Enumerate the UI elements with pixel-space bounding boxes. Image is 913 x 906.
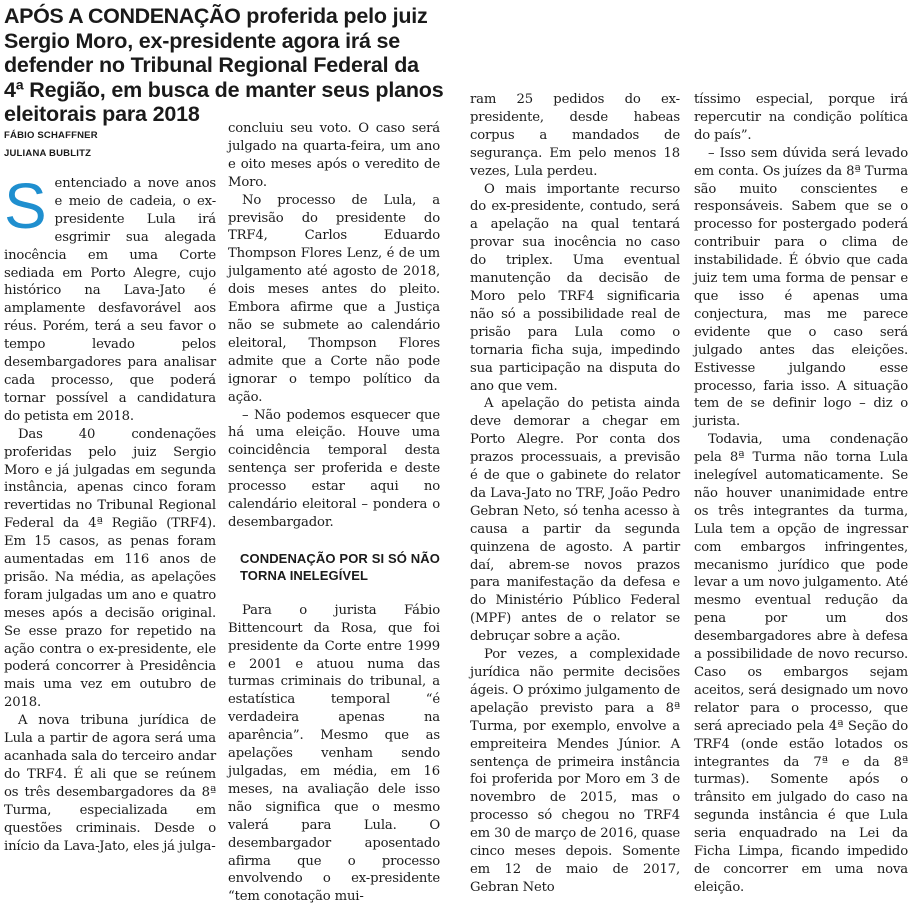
article-column-2 <box>228 120 440 906</box>
paragraph: A nova tribuna jurídica de Lula a partir de agora será uma acanhada sala do terceiro andar do TRF4. É ali que se reúnem os três desembargadores da 8ª Turma, especializada em questões criminais. Desde o início da Lava-Jato, eles já julga- <box>4 713 216 854</box>
paragraph: Todavia, uma condenação pela 8ª Turma não torna Lula inelegível automaticamente. Se não houver unanimidade entre os três integrantes da turma, Lula tem a opção de ingressar com embargos infringentes, mecanismo jurídico que pode levar a um novo julgamento. Até mesmo eventual redução da pena por um dos desembargadores abre à defesa a possibilidade de novo recurso. Caso os embargos sejam aceitos, será designado um novo relator para o processo, que será apreciado pela 4ª Seção do TRF4 (onde estão lotados os integrantes da 7ª e da 8ª turmas). Somente após o trânsito em julgado do caso na segunda instância é que Lula seria enquadrado na Lei da Ficha Limpa, ficando impedido de concorrer em uma nova eleição. <box>694 432 908 895</box>
byline-author: FÁBIO SCHAFFNER <box>4 130 98 141</box>
paragraph: No processo de Lula, a previsão do presidente do TRF4, Carlos Eduardo Thompson Flores Lenz, é de um julgamento até agosto de 2018, dois meses antes do pleito. Embora afirme que a Justiça não se submete ao calendário eleitoral, Thompson Flores admite que a Corte não pode ignorar o tempo político da ação. <box>228 192 440 405</box>
paragraph: O mais importante recurso do ex-presidente, contudo, será a apelação na qual tentará provar sua inocência no caso do triplex. Uma eventual manutenção da decisão de Moro pelo TRF4 significaria não só a possibilidade real de prisão para Lula como o tornaria ficha suja, impedindo sua participação na disputa do ano que vem. <box>470 181 680 394</box>
headline-lead: APÓS A CONDENAÇÃO <box>4 4 241 28</box>
paragraph: A apelação do petista ainda deve demorar a chegar em Porto Alegre. Por conta dos prazos processuais, a previsão é de que o gabinete do relator da Lava-Jato no TRF, João Pedro Gebran Neto, só tenha acesso à causa a partir da segunda quinzena de agosto. A partir daí, abrem-se novos prazos para manifestação da defesa e do Ministério Público Federal (MPF) antes de o relator se debruçar sobre a ação. <box>470 396 680 645</box>
paragraph: ram 25 pedidos do ex-presidente, desde habeas corpus a mandados de segurança. Em pelo menos 18 vezes, Lula perdeu. <box>470 92 680 179</box>
byline-author: JULIANA BUBLITZ <box>4 148 92 159</box>
paragraph: concluiu seu voto. O caso será julgado na quarta-feira, um ano e oito meses após o veredito de Moro. <box>228 121 440 190</box>
article-column-3 <box>470 91 680 897</box>
paragraph <box>4 170 216 426</box>
section-subhead: CONDENAÇÃO POR SI SÓ NÃO TORNA INELEGÍVEL <box>240 550 440 583</box>
paragraph: – Não podemos esquecer que há uma eleição. Houve uma coincidência temporal desta sentença ser proferida e deste processo estar aqui no calendário eleitoral – pondera o desembargador. <box>228 407 440 530</box>
headline <box>4 4 444 127</box>
paragraph: Das 40 condenações proferidas pelo juiz Sergio Moro e já julgadas em segunda instância, apenas cinco foram revertidas no Tribunal Regional Federal da 4ª Região (TRF4). Em 15 casos, as penas foram aumentadas em 116 anos de prisão. Na média, as apelações foram julgadas um ano e quatro meses após a decisão original. Se esse prazo for repetido na ação contra o ex-presidente, ele poderá concorrer à Presidência mais uma vez em outubro de 2018. <box>4 426 216 711</box>
article-column-4 <box>694 91 908 897</box>
drop-cap: S <box>4 170 47 242</box>
paragraph: – Isso sem dúvida será levado em conta. Os juízes da 8ª Turma são muito conscientes e responsáveis. Sabem que se o processo for postergado poderá contribuir para o clima de instabilidade. É óbvio que cada juiz tem uma forma de pensar e que isso é apenas uma conjectura, mas me parece evidente que o caso será julgado antes das eleições. Estivesse julgando esse processo, faria isso. A situação tem de se definir logo – diz o jurista. <box>694 145 908 430</box>
headline-rest: proferida pelo juiz Sergio Moro, ex-presidente agora irá se defender no Tribunal Regional Federal da 4ª Região, em busca de manter seus planos eleitorais para 2018 <box>4 4 444 126</box>
bylines <box>4 127 98 163</box>
paragraph: Por vezes, a complexidade jurídica não permite decisões ágeis. O próximo julgamento de apelação previsto para a 8ª Turma, por exemplo, envolve a empreiteira Mendes Júnior. A sentença de primeira instância foi proferida por Moro em 3 de novembro de 2015, mas o processo só chegou no TRF4 em 30 de março de 2016, quase cinco meses depois. Somente em 12 de maio de 2017, Gebran Neto <box>470 647 680 895</box>
paragraph-text: entenciado a nove anos e meio de cadeia, o ex-presidente Lula irá esgrimir sua alegada inocência em uma Corte sediada em Porto Alegre, cujo histórico na Lava-Jato é amplamente desfavorável aos réus. Porém, terá a seu favor o tempo levado pelos desembargadores para analisar cada processo, que poderá tornar possível a candidatura do petista em 2018. <box>4 176 216 424</box>
paragraph: tíssimo especial, porque irá repercutir na condição política do país”. <box>694 92 908 143</box>
article-column-1 <box>4 170 216 855</box>
paragraph: Para o jurista Fábio Bittencourt da Rosa, que foi presidente da Corte entre 1999 e 2001 e atuou numa das turmas criminais do tribunal, a estatística temporal “é verdadeira apenas na aparência”. Mesmo que as apelações venham sendo julgadas, em média, em 16 meses, na avaliação dele isso não significa que o mesmo valerá para Lula. O desembargador aposentado afirma que o processo envolvendo o ex-presidente “tem conotação mui- <box>228 602 440 905</box>
